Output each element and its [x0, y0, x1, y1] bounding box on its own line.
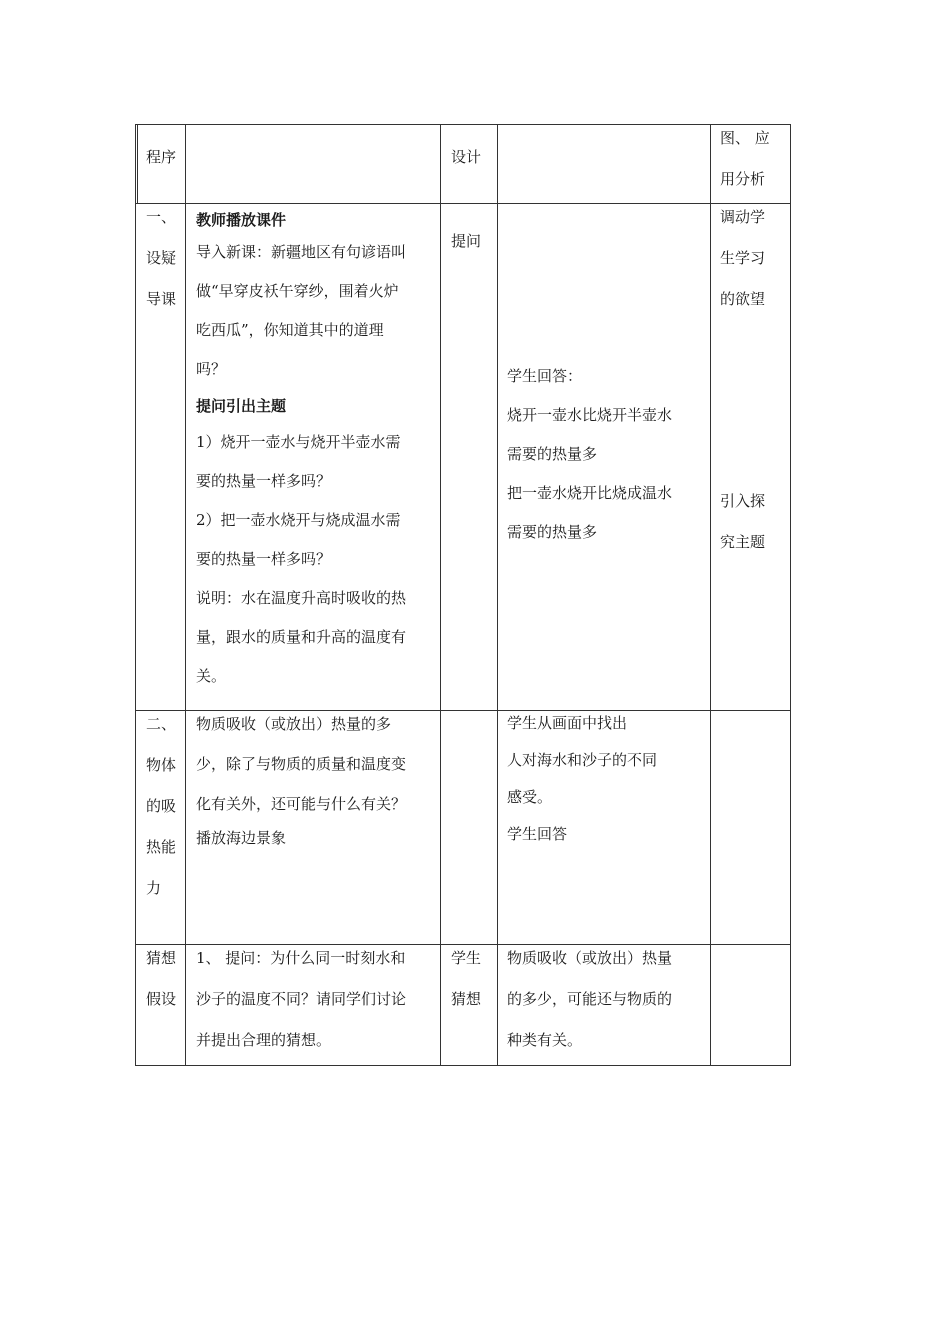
step-text: 的吸	[146, 797, 177, 815]
design-text: 猜想	[451, 990, 482, 1008]
step-text: 猜想	[146, 949, 177, 967]
activity-text: 量，跟水的质量和升高的温度有	[196, 628, 407, 646]
activity-text: 说明：水在温度升高时吸收的热	[196, 589, 407, 607]
step-text: 二、	[146, 715, 177, 733]
activity-text: 要的热量一样多吗？	[196, 550, 332, 568]
step-text: 物体	[146, 756, 177, 774]
activity-text: 沙子的温度不同？请同学们讨论	[196, 990, 407, 1008]
student-text: 物质吸收（或放出）热量	[507, 949, 673, 967]
activity-text: 物质吸收（或放出）热量的多	[196, 715, 392, 733]
lesson-plan-table	[135, 124, 791, 1066]
student-text: 需要的热量多	[507, 523, 598, 541]
header-text: 用分析	[720, 170, 766, 188]
student-text: 学生从画面中找出	[507, 714, 628, 732]
table-border-left-double	[137, 124, 138, 203]
step-text: 假设	[146, 990, 177, 1008]
row1-analysis-a	[720, 197, 765, 320]
row3-student-activity	[507, 938, 672, 1061]
design-text: 学生	[451, 949, 482, 967]
row1-design	[451, 222, 481, 261]
student-text: 烧开一壶水比烧开半壶水	[507, 406, 673, 424]
student-text: 把一壶水烧开比烧成温水	[507, 484, 673, 502]
table-row-divider	[135, 203, 791, 204]
step-text: 热能	[146, 838, 177, 856]
section-title: 教师播放课件	[196, 211, 287, 229]
student-text: 学生回答：	[507, 367, 583, 385]
row3-step	[146, 938, 176, 1020]
student-text: 的多少，可能还与物质的	[507, 990, 673, 1008]
header-procedure	[146, 138, 176, 177]
row1-student-activity	[507, 357, 672, 552]
row2-teacher-activity	[196, 704, 406, 852]
header-analysis	[720, 118, 770, 200]
analysis-text: 引入探	[720, 492, 766, 510]
row1-teacher-activity	[196, 207, 406, 696]
step-text: 力	[146, 879, 162, 897]
activity-text: 化有关外，还可能与什么有关？	[196, 795, 407, 813]
activity-text: 吃西瓜”，你知道其中的道理	[196, 321, 384, 339]
row3-teacher-activity	[196, 938, 406, 1061]
student-text: 人对海水和沙子的不同	[507, 751, 658, 769]
table-col-divider	[440, 124, 441, 1066]
activity-text: 少，除了与物质的质量和温度变	[196, 755, 407, 773]
analysis-text: 调动学	[720, 208, 766, 226]
step-text: 设疑	[146, 249, 177, 267]
activity-text: 做“早穿皮袄午穿纱，围着火炉	[196, 282, 399, 300]
student-text: 感受。	[507, 788, 553, 806]
activity-text: 播放海边景象	[196, 829, 287, 847]
activity-text: 要的热量一样多吗？	[196, 472, 332, 490]
row2-step	[146, 704, 176, 909]
step-text: 导课	[146, 290, 177, 308]
table-border-right	[790, 124, 791, 1066]
activity-text: 1、 提问：为什么同一时刻水和	[196, 949, 406, 967]
header-text: 图、 应	[720, 129, 770, 147]
student-text: 学生回答	[507, 825, 568, 843]
activity-text: 1）烧开一壶水与烧开半壶水需	[196, 433, 401, 451]
analysis-text: 究主题	[720, 533, 766, 551]
table-col-divider	[497, 124, 498, 1066]
analysis-text: 的欲望	[720, 290, 766, 308]
activity-text: 导入新课：新疆地区有句谚语叫	[196, 243, 407, 261]
table-border-left	[135, 124, 136, 1066]
analysis-text: 生学习	[720, 249, 766, 267]
activity-text: 并提出合理的猜想。	[196, 1031, 332, 1049]
table-border-bottom	[135, 1065, 791, 1066]
table-col-divider	[185, 124, 186, 1066]
student-text: 种类有关。	[507, 1031, 583, 1049]
table-col-divider	[710, 124, 711, 1066]
row3-design	[451, 938, 481, 1020]
row1-analysis-b	[720, 481, 765, 563]
row2-student-activity	[507, 705, 657, 853]
header-text: 程序	[146, 148, 177, 166]
student-text: 需要的热量多	[507, 445, 598, 463]
activity-text: 关。	[196, 667, 227, 685]
step-text: 一、	[146, 208, 177, 226]
design-text: 提问	[451, 232, 482, 250]
header-design	[451, 138, 481, 177]
table-border-top	[135, 124, 791, 125]
section-title: 提问引出主题	[196, 397, 287, 415]
activity-text: 吗？	[196, 360, 227, 378]
activity-text: 2）把一壶水烧开与烧成温水需	[196, 511, 401, 529]
row1-step	[146, 197, 176, 320]
header-text: 设计	[451, 148, 482, 166]
